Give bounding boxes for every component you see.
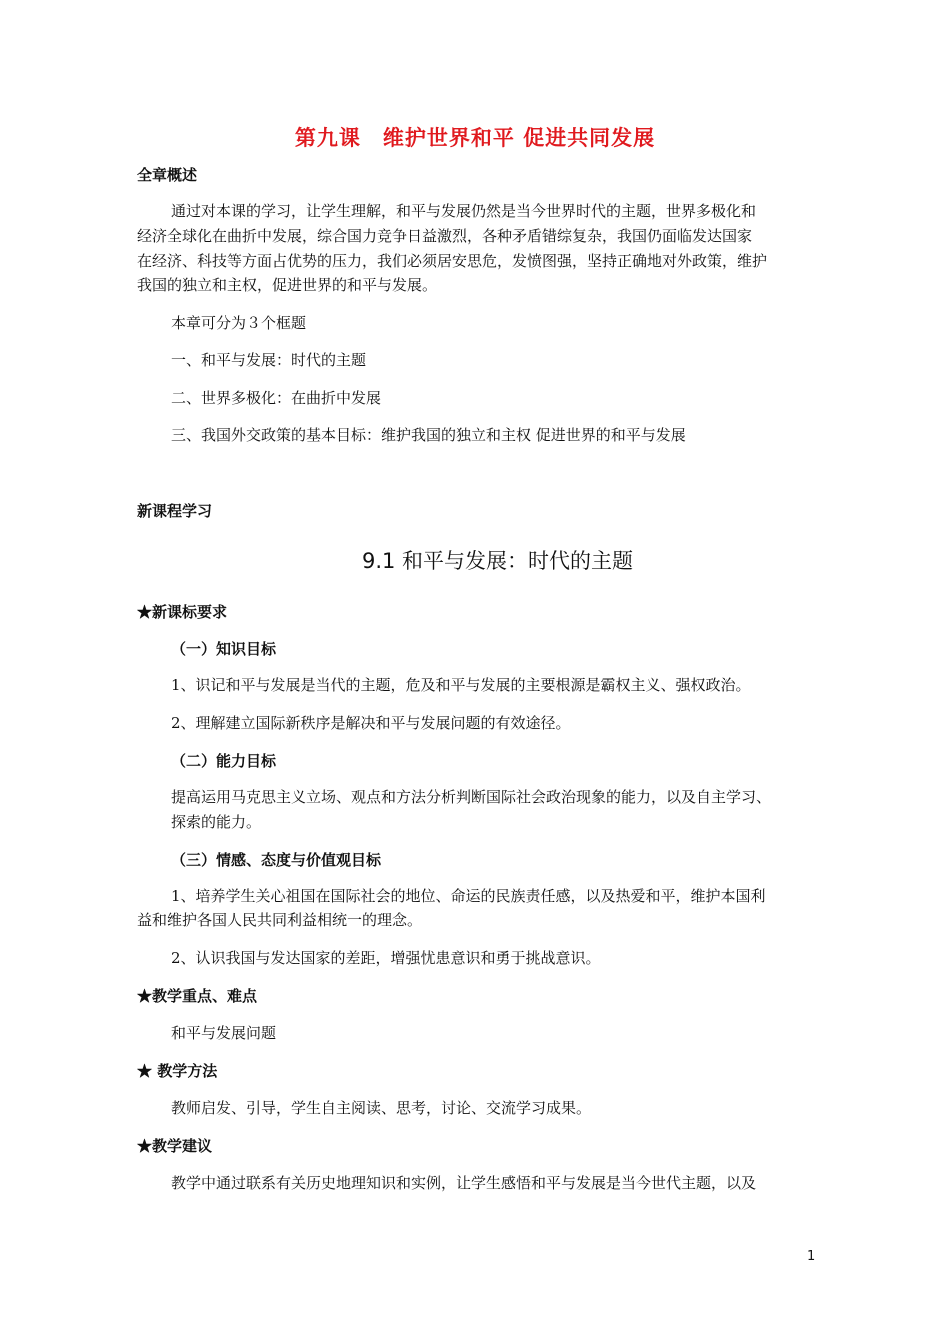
emotion-item-1-line-1: 1、培养学生关心祖国在国际社会的地位、命运的民族责任感，以及热爱和平，维护本国利: [171, 887, 766, 905]
overview-heading: 全章概述: [137, 166, 198, 184]
ability-line-1: 提高运用马克思主义立场、观点和方法分析判断国际社会政治现象的能力，以及自主学习、: [171, 788, 772, 806]
new-course-heading: 新课程学习: [137, 502, 213, 520]
lesson-title: 第九课 维护世界和平 促进共同发展: [294, 125, 656, 150]
frames-intro: 本章可分为３个框题: [171, 314, 307, 332]
page-number: 1: [807, 1249, 816, 1264]
method-text: 教师启发、引导，学生自主阅读、思考，讨论、交流学习成果。: [171, 1099, 592, 1117]
knowledge-item-2: 2、理解建立国际新秩序是解决和平与发展问题的有效途径。: [171, 714, 571, 732]
section-title: 9.1 和平与发展：时代的主题: [361, 549, 634, 573]
frame-item-1: 一、和平与发展：时代的主题: [171, 351, 367, 369]
ability-line-2: 探索的能力。: [171, 813, 262, 831]
emotion-item-2: 2、认识我国与发达国家的差距，增强忧患意识和勇于挑战意识。: [171, 949, 601, 967]
ability-heading: （二）能力目标: [171, 752, 277, 770]
overview-line-2: 经济全球化在曲折中发展，综合国力竞争日益激烈，各种矛盾错综复杂，我国仍面临发达国家: [137, 227, 753, 245]
overview-line-3: 在经济、科技等方面占优势的压力，我们必须居安思危，发愤图强，坚持正确地对外政策，维护: [137, 252, 768, 270]
frame-item-3: 三、我国外交政策的基本目标：维护我国的独立和主权 促进世界的和平与发展: [171, 426, 686, 444]
knowledge-heading: （一）知识目标: [171, 640, 277, 658]
standards-heading: ★新课标要求: [137, 603, 228, 621]
method-heading: ★ 教学方法: [137, 1062, 218, 1080]
knowledge-item-1: 1、识记和平与发展是当代的主题，危及和平与发展的主要根源是霸权主义、强权政治。: [171, 676, 751, 694]
advice-text: 教学中通过联系有关历史地理知识和实例，让学生感悟和平与发展是当今世代主题，以及: [171, 1174, 757, 1192]
advice-heading: ★教学建议: [137, 1137, 213, 1155]
frame-item-2: 二、世界多极化：在曲折中发展: [171, 389, 382, 407]
key-points-text: 和平与发展问题: [171, 1024, 277, 1042]
overview-line-4: 我国的独立和主权，促进世界的和平与发展。: [137, 276, 438, 294]
emotion-item-1-line-2: 益和维护各国人民共同利益相统一的理念。: [137, 911, 423, 929]
emotion-heading: （三）情感、态度与价值观目标: [171, 851, 382, 869]
key-points-heading: ★教学重点、难点: [137, 987, 258, 1005]
overview-line-1: 通过对本课的学习，让学生理解，和平与发展仍然是当今世界时代的主题，世界多极化和: [171, 202, 757, 220]
